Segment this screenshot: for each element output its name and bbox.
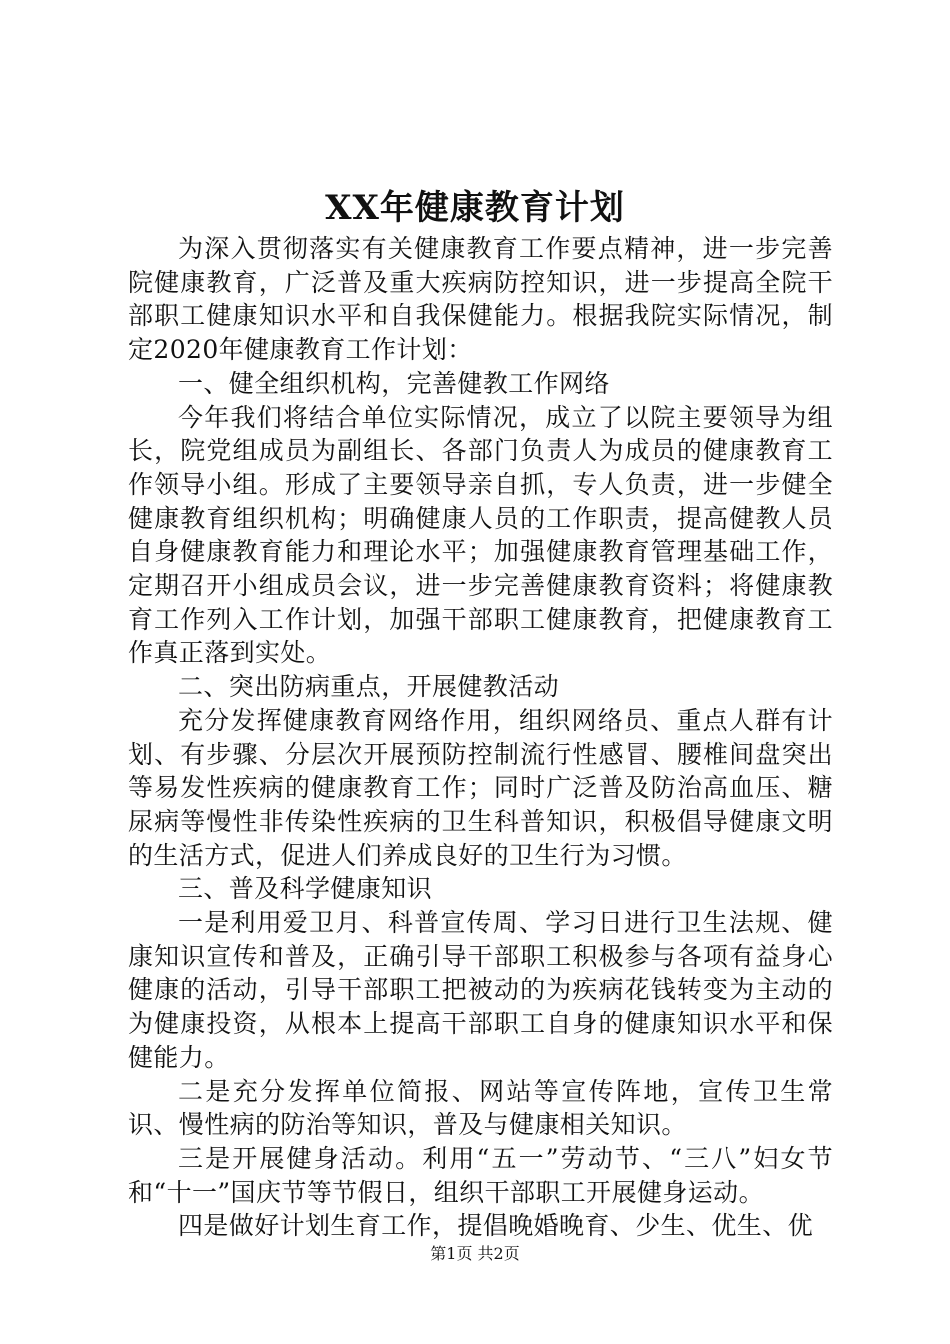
section-3-item-4: 四是做好计划生育工作，提倡晚婚晚育、少生、优生、优: [178, 1211, 814, 1241]
document-title: XX年健康教育计划: [325, 188, 625, 228]
document-body: [128, 232, 833, 1243]
section-3-item-1: 一是利用爱卫月、科普宣传周、学习日进行卫生法规、健康知识宣传和普及，正确引导干部职工积极参与各项有益身心健康的活动，引导干部职工把被动的为疾病花钱转变为主动的为健康投资，从根本上提高干部职工自身的健康知识水平和保健能力。: [128, 908, 833, 1072]
section-2-paragraph: 充分发挥健康教育网络作用，组织网络员、重点人群有计划、有步骤、分层次开展预防控制流行性感冒、腰椎间盘突出等易发性疾病的健康教育工作；同时广泛普及防治高血压、糖尿病等慢性非传染性疾病的卫生科普知识，积极倡导健康文明的生活方式，促进人们养成良好的卫生行为习惯。: [128, 705, 833, 870]
page-footer: 第1页 共2页: [430, 1244, 520, 1263]
section-3-item-3: 三是开展健身活动。利用“五一”劳动节、“三八”妇女节和“十一”国庆节等节假日，组织干部职工开展健身运动。: [128, 1143, 833, 1207]
section-heading-1: 一、健全组织机构，完善健教工作网络: [178, 368, 610, 398]
intro-paragraph: 为深入贯彻落实有关健康教育工作要点精神，进一步完善院健康教育，广泛普及重大疾病防控知识，进一步提高全院干部职工健康知识水平和自我保健能力。根据我院实际情况，制定2020年健康教育工作计划：: [128, 234, 833, 365]
section-heading-3: 三、普及科学健康知识: [178, 874, 433, 904]
section-1-paragraph: 今年我们将结合单位实际情况，成立了以院主要领导为组长，院党组成员为副组长、各部门负责人为成员的健康教育工作领导小组。形成了主要领导亲自抓，专人负责，进一步健全健康教育组织机构；明确健康人员的工作职责，提高健教人员自身健康教育能力和理论水平；加强健康教育管理基础工作，定期召开小组成员会议，进一步完善健康教育资料；将健康教育工作列入工作计划，加强干部职工健康教育，把健康教育工作真正落到实处。: [128, 402, 833, 668]
section-heading-2: 二、突出防病重点，开展健教活动: [178, 672, 560, 702]
section-3-item-2: 二是充分发挥单位简报、网站等宣传阵地，宣传卫生常识、慢性病的防治等知识，普及与健康相关知识。: [128, 1076, 833, 1140]
